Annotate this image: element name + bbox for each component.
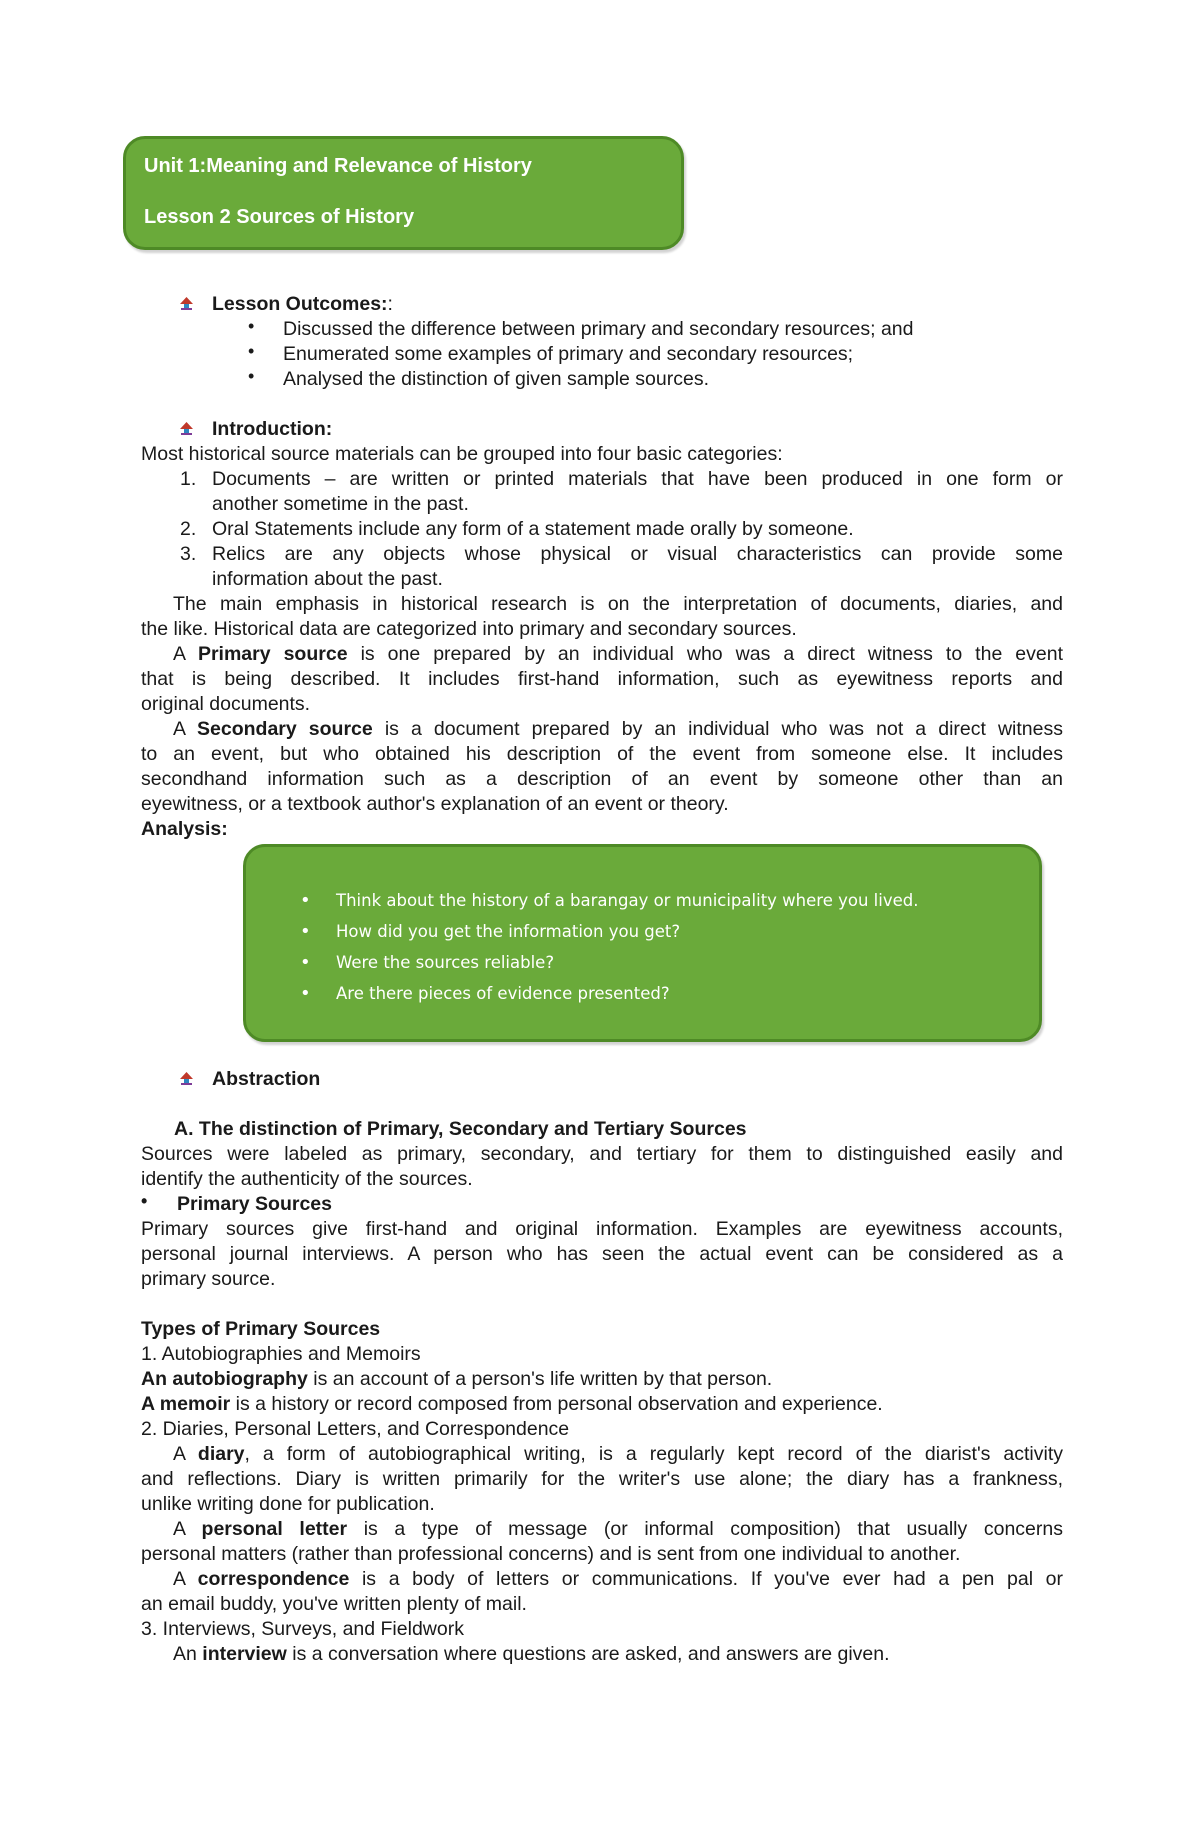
interview-def: An interview is a conversation where questions are asked, and answers are given. <box>173 1643 890 1665</box>
paragraph-line: original documents. <box>141 693 311 715</box>
list-item-text: Oral Statements include any form of a statement made orally by someone. <box>212 518 854 540</box>
paragraph-line: unlike writing done for publication. <box>141 1493 435 1515</box>
analysis-list <box>300 885 1039 1009</box>
secondary-source-def: A Secondary source is a document prepared by an individual who was not a direct witness <box>173 718 1063 740</box>
outcome-item: Analysed the distinction of given sample sources. <box>283 368 709 390</box>
primary-sources-heading: Primary Sources <box>177 1193 333 1215</box>
paragraph-line: personal journal interviews. A person who has seen the actual event can be considered as a <box>141 1243 1063 1265</box>
primary-source-def: A Primary source is one prepared by an individual who was a direct witness to the event <box>173 643 1063 665</box>
unit-title: Unit 1:Meaning and Relevance of History <box>144 155 532 177</box>
introduction-heading: Introduction: <box>212 418 333 440</box>
abstraction-heading: Abstraction <box>212 1068 321 1090</box>
list-number: 3. <box>180 543 197 565</box>
type-item: 1. Autobiographies and Memoirs <box>141 1343 421 1365</box>
arrow-bullet-icon <box>179 1071 194 1086</box>
list-item-text: Relics are any objects whose physical or visual characteristics can provide some <box>212 543 1063 565</box>
list-item-text: information about the past. <box>212 568 443 590</box>
paragraph-line: eyewitness, or a textbook author's explanation of an event or theory. <box>141 793 729 815</box>
paragraph-line: personal matters (rather than professional concerns) and is sent from one individual to another. <box>141 1543 961 1565</box>
bullet-dot: • <box>141 1191 148 1211</box>
lesson-title: Lesson 2 Sources of History <box>144 206 415 228</box>
paragraph-line: to an event, but who obtained his description of the event from someone else. It includes <box>141 743 1063 765</box>
outcome-item: Enumerated some examples of primary and secondary resources; <box>283 343 854 365</box>
correspondence-def: A correspondence is a body of letters or communications. If you've ever had a pen pal or <box>173 1568 1064 1590</box>
paragraph-line: primary source. <box>141 1268 276 1290</box>
outcomes-heading: Lesson Outcomes:: <box>212 293 393 315</box>
outcome-item: Discussed the difference between primary and secondary resources; and <box>283 318 914 340</box>
arrow-bullet-icon <box>179 296 194 311</box>
paragraph-line: secondhand information such as a description of an event by someone other than an <box>141 768 1063 790</box>
analysis-item: • Think about the history of a barangay or municipality where you lived. <box>300 885 1039 916</box>
paragraph-line: and reflections. Diary is written primarily for the writer's use alone; the diary has a frankness, <box>141 1468 1063 1490</box>
paragraph-line: that is being described. It includes first-hand information, such as eyewitness reports and <box>141 668 1063 690</box>
diary-def: A diary, a form of autobiographical writing, is a regularly kept record of the diarist's activity <box>173 1443 1063 1465</box>
list-number: 2. <box>180 518 197 540</box>
lesson-header-box <box>123 136 684 250</box>
analysis-item: • Were the sources reliable? <box>300 947 1039 978</box>
autobiography-def: An autobiography is an account of a person's life written by that person. <box>141 1368 773 1390</box>
paragraph-line: an email buddy, you've written plenty of mail. <box>141 1593 527 1615</box>
intro-lead: Most historical source materials can be grouped into four basic categories: <box>141 443 783 465</box>
bullet-dot: • <box>248 366 255 386</box>
types-heading: Types of Primary Sources <box>141 1318 381 1340</box>
type-item: 3. Interviews, Surveys, and Fieldwork <box>141 1618 464 1640</box>
bullet-dot: • <box>248 316 255 336</box>
list-number: 1. <box>180 468 197 490</box>
list-item-text: Documents – are written or printed materials that have been produced in one form or <box>212 468 1063 490</box>
paragraph-line: The main emphasis in historical research is on the interpretation of documents, diaries, and <box>173 593 1063 615</box>
paragraph-line: Sources were labeled as primary, secondary, and tertiary for them to distinguished easily and <box>141 1143 1063 1165</box>
memoir-def: A memoir is a history or record composed from personal observation and experience. <box>141 1393 883 1415</box>
analysis-item: • Are there pieces of evidence presented? <box>300 978 1039 1009</box>
analysis-heading: Analysis: <box>141 818 228 840</box>
section-a-heading: A. The distinction of Primary, Secondary and Tertiary Sources <box>174 1118 747 1140</box>
analysis-box <box>243 844 1042 1042</box>
list-item-text: another sometime in the past. <box>212 493 469 515</box>
arrow-bullet-icon <box>179 421 194 436</box>
type-item: 2. Diaries, Personal Letters, and Correspondence <box>141 1418 570 1440</box>
bullet-dot: • <box>248 341 255 361</box>
paragraph-line: the like. Historical data are categorized into primary and secondary sources. <box>141 618 797 640</box>
analysis-item: • How did you get the information you get? <box>300 916 1039 947</box>
personal-letter-def: A personal letter is a type of message (or informal composition) that usually concerns <box>173 1518 1063 1540</box>
paragraph-line: identify the authenticity of the sources. <box>141 1168 473 1190</box>
paragraph-line: Primary sources give first-hand and original information. Examples are eyewitness accounts, <box>141 1218 1063 1240</box>
